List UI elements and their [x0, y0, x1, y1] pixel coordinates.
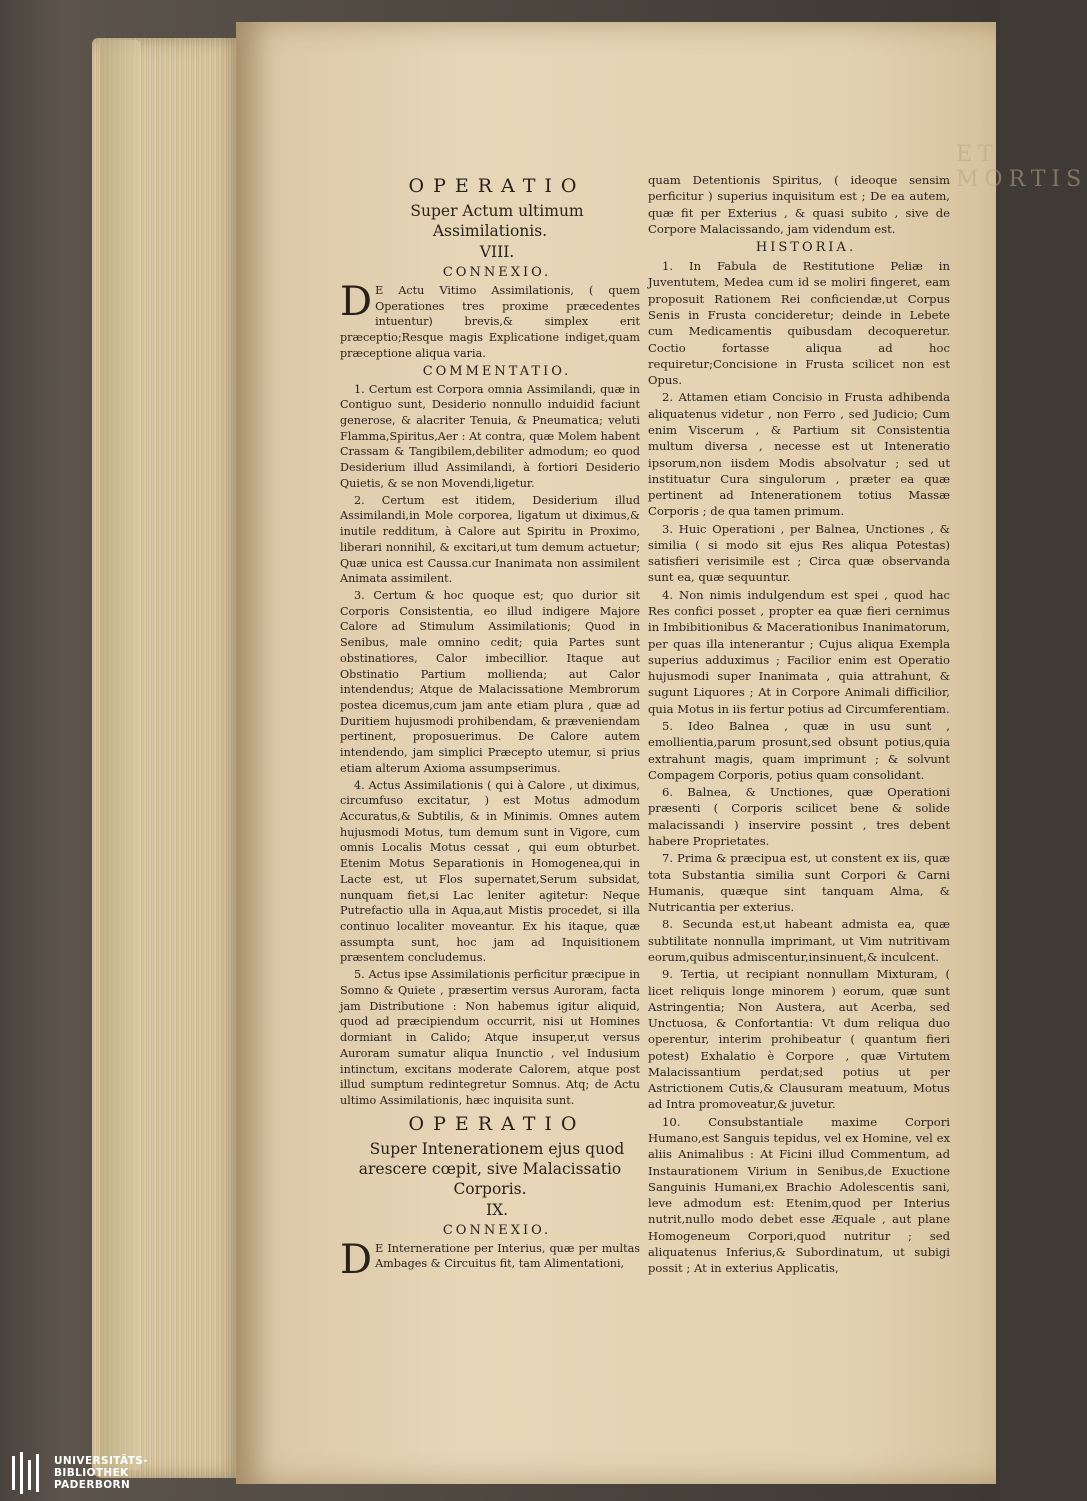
historia-paragraph: 4. Non nimis indulgendum est spei , quod hac Res confici posset , propter ea quæ fieri cernimus in Imbibitionibus & Macerationibus Inanimatorum, per quas illa intenerantur ; Cujus aliqua Exempla superius adduximus ; Facilior enim est Operatio hujusmodi super Inanimata , quia attrahunt, & sugunt Liquores ; At in Corpore Animali difficilior, quia Motus in iis fertur potius ad Circumferentiam.: [648, 587, 950, 716]
historia-paragraph: 1. In Fabula de Restitutione Peliæ in Juventutem, Medea cum id se moliri fingeret, eam proposuit Rationem Rei conficiendæ,ut Corpus Senis in Frusta concideretur; deinde in Lebete cum Medicamentis quibusdam decoqueretur. Coctio fortasse aliqua ad hoc requiretur;Concisione in Frusta scilicet non est Opus.: [648, 259, 950, 388]
operatio-number: VIII.: [479, 243, 515, 261]
historia-paragraph: 2. Attamen etiam Concisio in Frusta adhibenda aliquatenus videtur , non Ferro , sed Judicio; Cum enim Viscerum , & Partium sit Consistentia multum diversa , necesse est ut Inteneratio ipsorum,non iisdem Modis absolvatur ; sed ut instituatur Cura singulorum , præter ea quæ pertinent ad Intenerationem totius Massæ Corporis ; de qua tamen primum.: [648, 390, 950, 519]
historia-paragraph: 7. Prima & præcipua est, ut constent ex iis, quæ tota Substantia similia sunt Corpori & Carni Humanis, quæque sint tanquam Alma, & Nutricantia per exterius.: [648, 851, 950, 915]
logo-line: UNIVERSITÄTS-: [54, 1455, 149, 1467]
historia-paragraph: 8. Secunda est,ut habeant admista ea, quæ subtilitate nonnulla imprimant, ut Vim nutritivam eorum,quibus admiscentur,insinuent,& inculcent.: [648, 917, 950, 964]
historia-paragraph: 9. Tertia, ut recipiant nonnullam Mixturam, ( licet reliquis longe minorem ) eorum, quæ sunt Astringentia; Non Austera, aut Acerba, sed Unctuosa, & Confortantia: Vt dum reliqua duo operentur, interim prohibeatur ( quantum fieri potest) Exhalatio è Corpore , quæ Virtutem Malacissantium perdat;sed potius ut per Astrictionem Cutis,& Clausuram meatuum, Motus ad Intra promoveatur,& juvetur.: [648, 967, 950, 1112]
operatio-heading: OPERATIO: [408, 175, 586, 197]
operatio-subtitle: Super Actum ultimum Assimilationis.: [410, 202, 584, 240]
commentatio-paragraph: 5. Actus ipse Assimilationis perficitur præcipue in Somno & Quiete , præsertim versus Auroram, facta jam Distributione : Non habemus igitur aliquid, quod ad præcipiendum occurrit, nisi ut Homines dormiant in Calido; Atque insuper,ut versus Auroram sumatur aliqua Inunctio , vel Indusium intinctum, excitans moderate Calorem, atque post illud sumptum redintegretur Somnus. Atq; de Actu ultimo Assimilationis, hæc inquisita sunt.: [340, 968, 640, 1107]
right-column: [648, 172, 950, 1278]
historia-paragraph: 5. Ideo Balnea , quæ in usu sunt , emollientia,parum prosunt,sed obsunt potius,quia extrahunt magis, quam imprimunt ; & solvunt Compagem Corporis, potius quam consolidant.: [648, 719, 950, 782]
historia-paragraph: 10. Consubstantiale maxime Corpori Humano,est Sanguis tepidus, vel ex Homine, vel ex aliis Animalibus : At Ficini illud Commentum, ad Instaurationem Virium in Senibus,de Exuctione Sanguinis Humani,ex Brachio Adolescentis sani, leve admodum est: Etenim,quod per Interius nutrit,nullo modo debet esse Æquale , aut plane Homogeneum Corpori,quod nutritur ; sed aliquatenus Inferius,& Subordinatum, ut subigi possit ; At in exterius Applicatis,: [648, 1114, 950, 1276]
library-logo: [8, 1452, 148, 1494]
drop-capital-2: D: [340, 1236, 373, 1283]
book-spine: [100, 40, 140, 1470]
commentatio-paragraph: 3. Certum & hoc quoque est; quo durior sit Corporis Consistentia, eo illud indigere Majore Calore ad Stimulum Assimilationis; Quod in Senibus, male omnino cedit; quia Partes sunt obstinatiores, Calor imbecillior. Itaque aut Obstinatio Partium mollienda; aut Calor intendendus; Atque de Malacissatione Membrorum postea dicemus,cum jam ante etiam plura , quæ ad Duritiem hujusmodi prohibendam, & præveniendam pertinent, proposuerimus. De Calore autem intendendo, jam simplici Præcepto utemur, si prius etiam alterum Axioma assumpserimus.: [340, 588, 640, 775]
connexio-text: E Actu Vitimo Assimilationis, ( quem Operationes tres proxime præcedentes intuentur) brevis,& simplex erit præceptio;Resque magis Explicatione indiget,quam præceptione aliqua varia.: [340, 284, 640, 360]
commentatio-paragraph: 1. Certum est Corpora omnia Assimilandi, quæ in Contiguo sunt, Desiderio nonnullo induidid faciunt generose, & alacriter Tenuia, & Pneumatica; veluti Flamma,Spiritus,Aer : At contra, quæ Molem habent Crassam & Tangibilem,debiliter admodum; eo quod Desiderium illud Assimilandi, à fortiori Desiderio Quietis, & se non Movendi,ligetur.: [340, 382, 640, 490]
connexio-paragraph: [340, 279, 640, 362]
commentatio-heading: COMMENTATIO.: [422, 363, 572, 379]
library-logo-icon: [8, 1452, 46, 1494]
historia-paragraph: 6. Balnea, & Unctiones, quæ Operationi præsenti ( Corporis scilicet bene & solide malacissandi ) inservire possint , tres debent habere Proprietates.: [648, 785, 950, 848]
library-logo-text: [54, 1455, 148, 1491]
historia-heading: HISTORIA.: [755, 240, 857, 256]
connexio-heading: CONNEXIO.: [442, 265, 552, 280]
commentatio-paragraph: 2. Certum est itidem, Desiderium illud Assimilandi,in Mole corporea, ligatum ut diximus,& inutile redditum, à Calore aut Spiritu in Proximo, liberari nonnihil, & excitari,ut tum demum actuetur; Quæ unica est Caussa.cur Inanimata non assimilent Animata assimilent.: [340, 493, 640, 586]
operatio-heading-2: OPERATIO: [408, 1112, 586, 1135]
commentatio-paragraph: 4. Actus Assimilationis ( qui à Calore , ut diximus, circumfuso excitatur, ) est Motus admodum Accuratus,& Subtilis, & in Minimis. Omnes autem hujusmodi Motus, tum demum sunt in Vigore, cum omnis Localis Motus cessat , qui eum obturbet. Etenim Motus Separationis in Homogenea,qui in Lacte est, ut Flos supernatet,Serum subsidat, nunquam fiet,si Lac leniter agitetur: Neque Putrefactio ulla in Aqua,aut Mistis procedet, si illa continuo localiter moveantur. Ex his itaque, quæ assumpta sunt, hoc jam ad Inquisitionem præsentem concludemus.: [340, 778, 640, 965]
connexio-text-2: E Interneratione per Interius, quæ per multas Ambages & Circuitus fit, tam Alimentationi,: [375, 1241, 640, 1271]
connexio-heading-2: CONNEXIO.: [442, 1222, 552, 1238]
drop-capital: D: [340, 279, 373, 325]
logo-line: PADERBORN: [54, 1479, 131, 1491]
historia-paragraph: 3. Huic Operationi , per Balnea, Unctiones , & similia ( si modo sit ejus Res aliqua Potestas) satisfieri verisimile est ; Circa quæ observanda sunt ea, quæ sequuntur.: [648, 521, 950, 585]
bleed-through-header: ET MORTIS: [956, 142, 1087, 192]
operatio-number-2: IX.: [485, 1200, 509, 1219]
left-column: [340, 172, 640, 1283]
right-intro-paragraph: quam Detentionis Spiritus, ( ideoque sensim perficitur ) superius inquisitum est ; De ea autem, quæ fit per Exterius , & quasi subito , sive de Corpore Malacissando, jam videndum est.: [648, 173, 950, 236]
connexio-paragraph-2: [340, 1236, 640, 1283]
logo-line: BIBLIOTHEK: [54, 1467, 129, 1479]
operatio-subtitle-2: Super Intenerationem ejus quod arescere cœpit, sive Malacissatio Corporis.: [358, 1139, 625, 1198]
